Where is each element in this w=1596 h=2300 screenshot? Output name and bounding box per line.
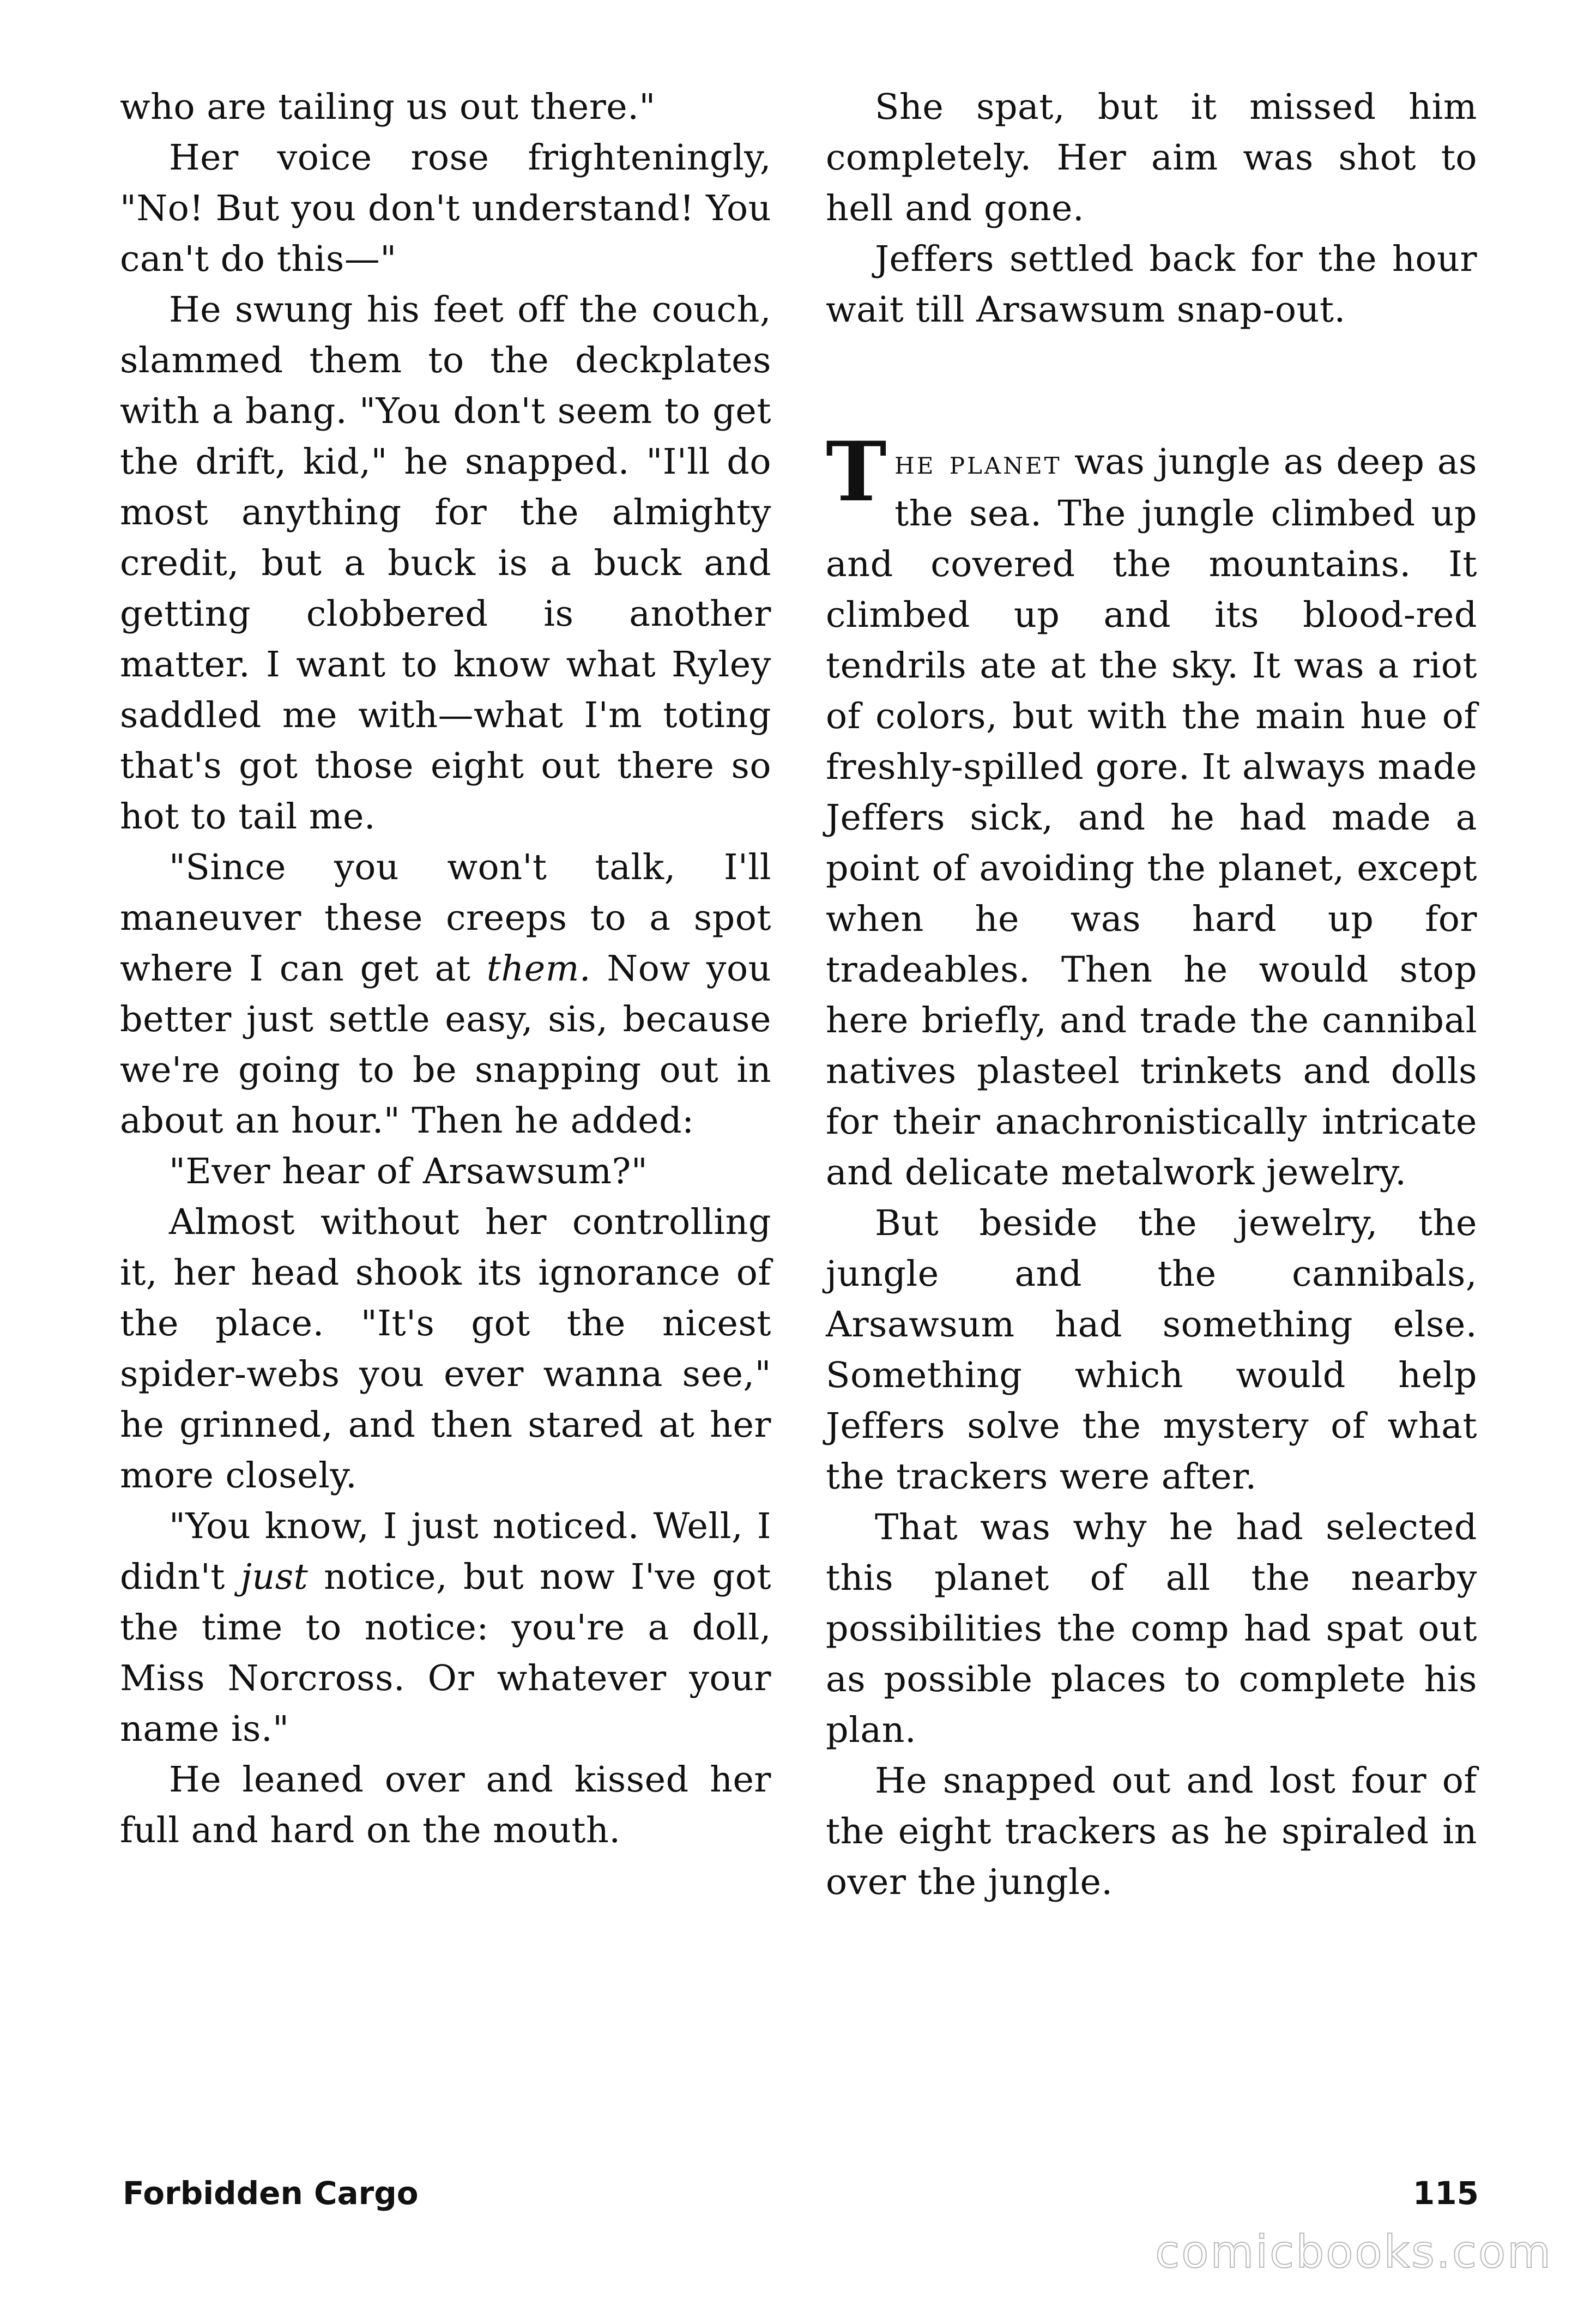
section-start-paragraph	[826, 424, 1478, 1198]
small-caps-lead: he planet	[894, 444, 1062, 482]
left-text-column	[120, 82, 771, 1856]
text-run: Now you better just settle easy, sis, because we're going to be snapping out in about an hour." Then he added:	[120, 948, 771, 1141]
paragraph: She spat, but it missed him completely. Her aim was shot to hell and gone.	[826, 87, 1477, 229]
paragraph: He leaned over and kissed her full and hard on the mouth.	[120, 1759, 771, 1851]
emphasis-text: them.	[486, 948, 591, 989]
paragraph: He snapped out and lost four of the eight trackers as he spiraled in over the jungle.	[826, 1760, 1477, 1903]
paragraph: who are tailing us out there."	[120, 87, 656, 128]
paragraph	[120, 842, 771, 1146]
paragraph: But beside the jewelry, the jungle and the cannibals, Arsawsum had something else. Something which would help Jeffers solve the mystery of what the trackers were after.	[826, 1203, 1477, 1497]
paragraph: Her voice rose frighteningly, "No! But you don't understand! You can't do this—"	[120, 137, 771, 280]
page-number: 115	[1412, 2175, 1479, 2212]
emphasis-text: just	[240, 1557, 309, 1597]
text-run: "Since you won't talk, I'll maneuver these creeps to a spot where I can get at	[120, 847, 771, 989]
running-footer-title: Forbidden Cargo	[123, 2175, 419, 2212]
paragraph: He swung his feet off the couch, slammed them to the deckplates with a bang. "You don't seem to get the drift, kid," he snapped. "I'll do most anything for the almighty credit, but a buck is a buck and getting clobbered is another matter. I want to know what Ryley saddled me with—what I'm toting that's got those eight out there so hot to tail me.	[120, 289, 771, 837]
paragraph: That was why he had selected this planet of all the nearby possibilities the comp had spat out as possible places to complete his plan.	[826, 1507, 1477, 1751]
text-run: was jungle as deep as the sea. The jungle climbed up and covered the mountains. It climbed up and its blood-red tendrils ate at the sky. It was a riot of colors, but with the main hue of freshly-spilled gore. It always made Jeffers sick, and he had made a point of avoiding the planet, except when he was hard up for tradeables. Then he would stop here briefly, and trade the cannibal natives plasteel trinkets and dolls for their anachronistically intricate and delicate metalwork jewelry.	[826, 441, 1478, 1193]
text-run: notice, but now I've got the time to notice: you're a doll, Miss Norcross. Or whatever your name is."	[120, 1557, 771, 1750]
drop-cap: T	[826, 424, 887, 520]
paragraph	[120, 1501, 771, 1754]
text-run: "You know, I just noticed. Well, I didn't	[120, 1506, 771, 1597]
watermark-text: comicbooks.com	[1155, 2226, 1552, 2278]
paragraph: Jeffers settled back for the hour wait till Arsawsum snap-out.	[826, 239, 1477, 330]
paragraph: "Ever hear of Arsawsum?"	[169, 1151, 648, 1192]
right-text-column	[826, 82, 1477, 1908]
paragraph: Almost without her controlling it, her head shook its ignorance of the place. "It's got the nicest spider-webs you ever wanna see," he grinned, and then stared at her more closely.	[120, 1202, 771, 1496]
